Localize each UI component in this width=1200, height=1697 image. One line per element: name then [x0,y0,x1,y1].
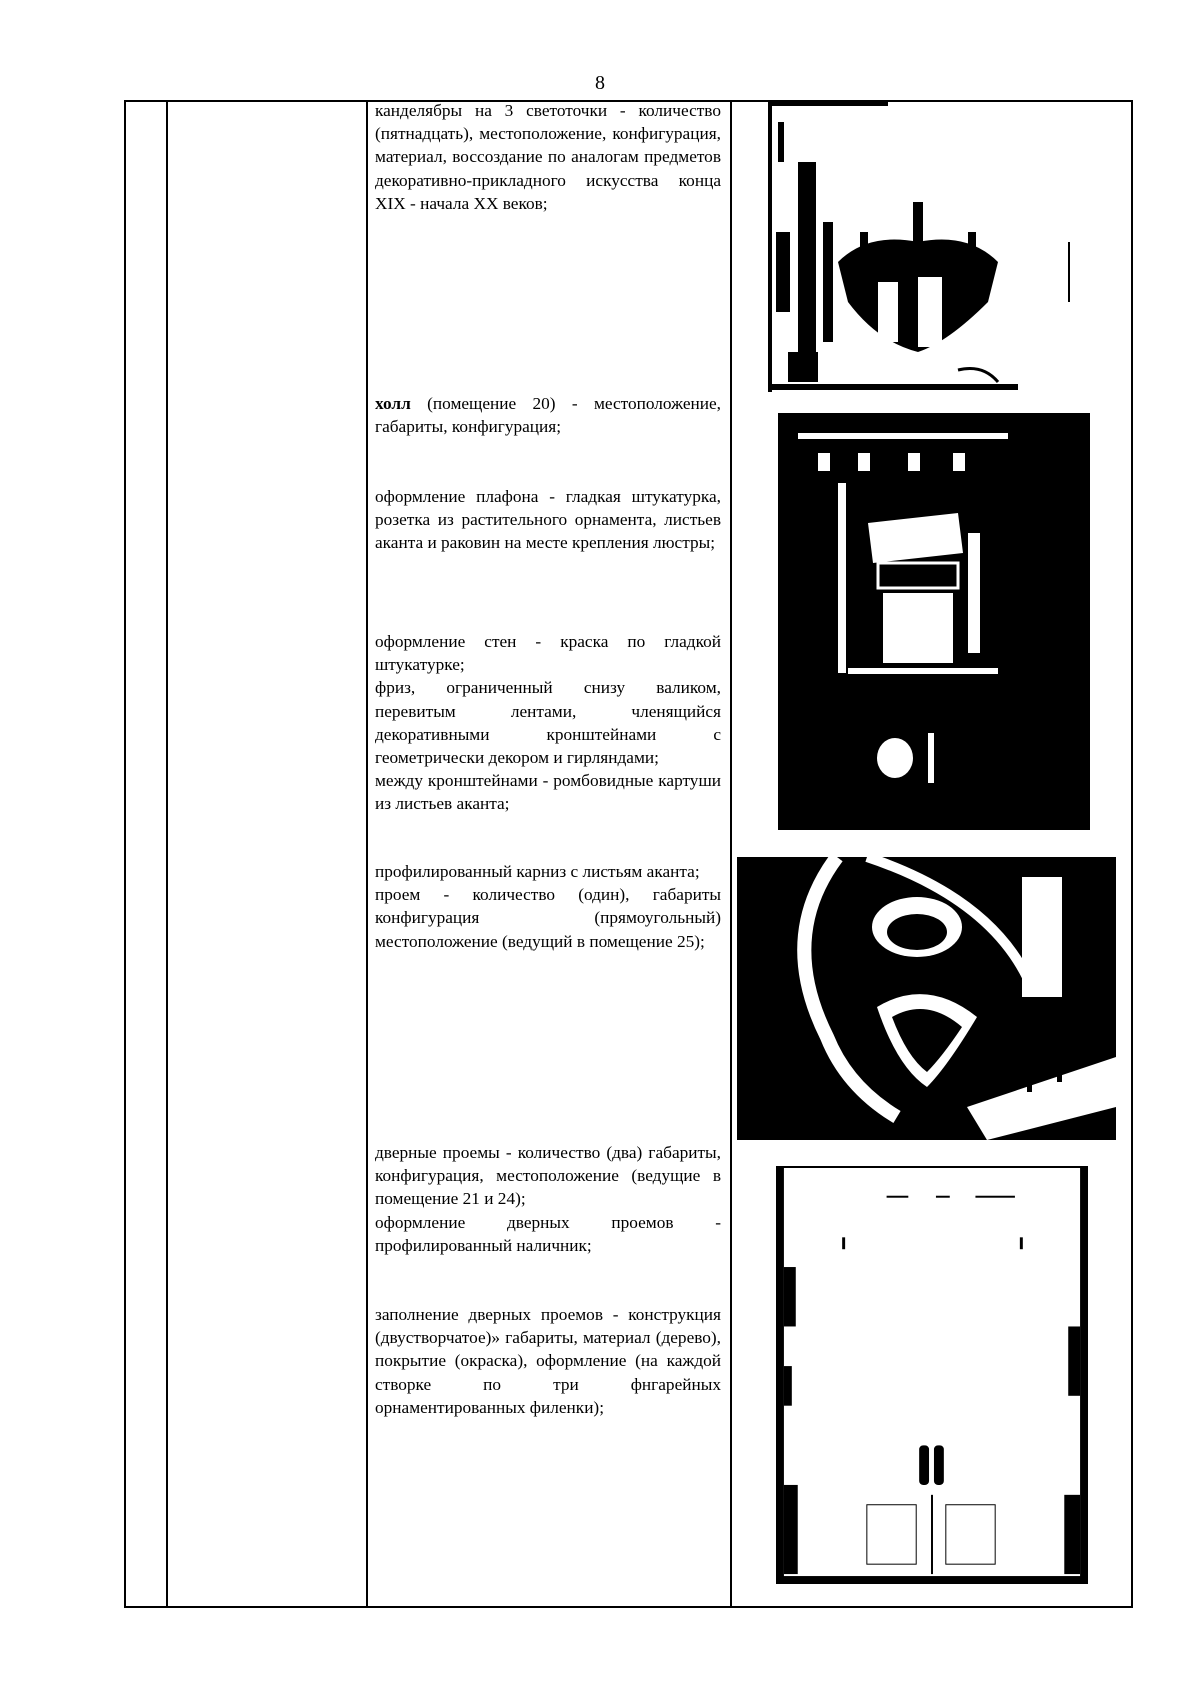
paragraph: канделябры на 3 светоточки - количество (пятнадцать), местоположение, конфигурация, материал, воссоздание по аналогам предметов декоративно-прикладного искусства конца XIX - начала XX веков; [375,101,721,213]
page-number: 8 [595,72,605,94]
text-block-ceiling [375,485,721,555]
paragraph: оформление дверных проемов - профилированный наличник; [375,1212,721,1255]
text-block-door-fill [375,1303,721,1419]
paragraph: между кронштейнами - ромбовидные картуши из листьев аканта; [375,771,721,814]
text-block-walls [375,630,721,816]
paragraph: дверные проемы - количество (два) габариты, конфигурация, местоположение (ведущие в помещение 21 и 24); [375,1143,721,1209]
hall-frieze-photo [778,413,1090,830]
paragraph: проем - количество (один), габариты конфигурация (прямоугольный) местоположение (ведущий в помещение 25); [375,885,721,951]
text-block-cornice [375,860,721,953]
double-door-photo [776,1166,1088,1584]
paragraph: оформление плафона - гладкая штукатурка, розетка из растительного орнамента, листьев аканта и раковин на месте крепления люстры; [375,487,721,553]
ceiling-chandelier-photo [737,857,1116,1140]
paragraph: оформление стен - краска по гладкой штукатурке; [375,632,721,675]
paragraph: фриз, ограниченный снизу валиком, перевитым лентами, членящийся декоративными кронштейнами с геометрически декором и гирляндами; [375,678,721,768]
paragraph [375,392,721,438]
column-divider-2 [366,102,368,1606]
text-block-candelabra [375,99,721,215]
column-divider-3 [730,102,732,1606]
paragraph: заполнение дверных проемов - конструкция (двустворчатое)» габариты, материал (дерево), покрытие (окраска), оформление (на каждой створке по три фнгарейных орнаментированных филенки); [375,1305,721,1417]
section-heading: холл [375,394,411,413]
section-heading-rest: (помещение 20) - местоположение, габариты, конфигурация; [375,394,721,437]
text-block-hall [375,392,721,438]
candelabra-photo [768,102,1078,392]
paragraph: профилированный карниз с листьям аканта; [375,862,700,881]
text-block-doorways [375,1141,721,1257]
column-divider-1 [166,102,168,1606]
